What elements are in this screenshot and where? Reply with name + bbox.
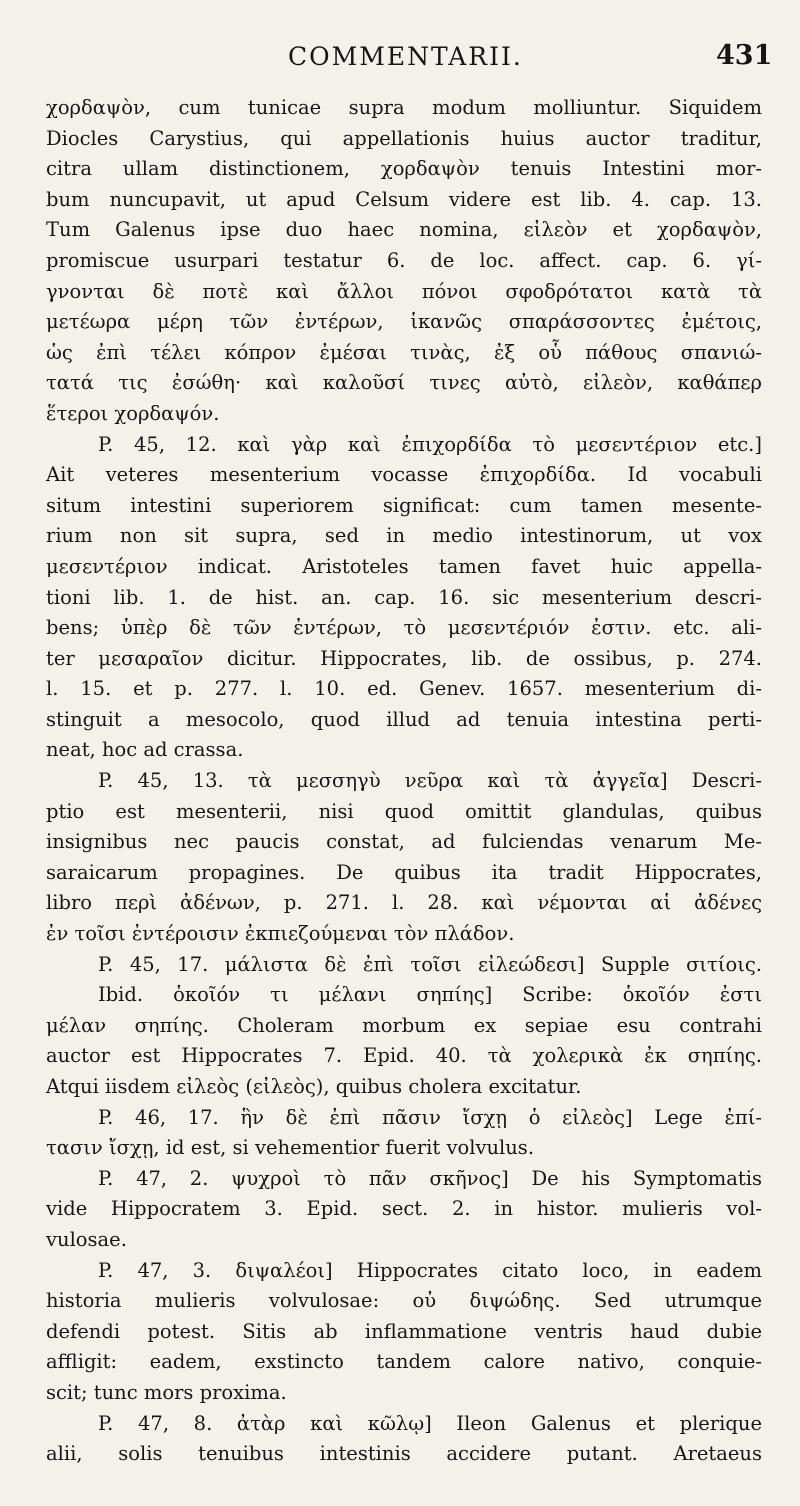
page-header <box>0 40 800 80</box>
text-line: historia mulieris volvulosae: οὐ διψώδης. Sed utrumque <box>46 1289 762 1313</box>
text-line: μεσεντέριον indicat. Aristoteles tamen favet huic appella- <box>46 554 762 578</box>
text-line: promiscue usurpari testatur 6. de loc. affect. cap. 6. γί- <box>46 248 762 272</box>
text-line: tioni lib. 1. de hist. an. cap. 16. sic mesenterium descri- <box>46 585 762 609</box>
text-line: insignibus nec paucis constat, ad fulciendas venarum Me- <box>46 830 762 854</box>
text-line: Ibid. ὁκοῖόν τι μέλανι σηπίης] Scribe: ὁκοῖόν ἐστι <box>98 983 762 1007</box>
text-line: vulosae. <box>46 1227 127 1251</box>
text-line: alii, solis tenuibus intestinis accidere putant. Aretaeus <box>46 1442 762 1466</box>
text-line: scit; tunc mors proxima. <box>46 1380 287 1404</box>
text-line: P. 45, 17. μάλιστα δὲ ἐπὶ τοῖσι εἰλεώδεσι] Supple σιτίοις. <box>98 952 762 976</box>
text-line: bum nuncupavit, ut apud Celsum videre est lib. 4. cap. 13. <box>46 187 762 211</box>
text-line: ἕτεροι χορδαψόν. <box>46 401 220 425</box>
text-line: ter μεσαραῖον dicitur. Hippocrates, lib. de ossibus, p. 274. <box>46 646 762 670</box>
text-line: P. 46, 17. ἣν δὲ ἐπὶ πᾶσιν ἴσχῃ ὁ εἰλεὸς] Lege ἐπί- <box>98 1105 762 1129</box>
text-line: P. 45, 12. καὶ γὰρ καὶ ἐπιχορδίδα τὸ μεσεντέριον etc.] <box>98 432 762 456</box>
text-line: stinguit a mesocolo, quod illud ad tenuia intestina perti- <box>46 707 762 731</box>
page-number: 431 <box>716 40 773 71</box>
text-line: auctor est Hippocrates 7. Epid. 40. τὰ χολερικὰ ἐκ σηπίης. <box>46 1044 762 1068</box>
running-title: COMMENTARII. <box>288 42 523 71</box>
text-line: ὡς ἐπὶ τέλει κόπρον ἐμέσαι τινὰς, ἐξ οὗ πάθους σπανιώ- <box>46 340 762 364</box>
text-line: citra ullam distinctionem, χορδαψὸν tenuis Intestini mor- <box>46 157 762 181</box>
text-line: μέλαν σηπίης. Choleram morbum ex sepiae esu contrahi <box>46 1013 762 1037</box>
text-line: libro περὶ ἀδένων, p. 271. l. 28. καὶ νέμονται αἱ ἀδένες <box>46 891 762 915</box>
text-line: ἐν τοῖσι ἐντέροισιν ἐκπιεζούμεναι τὸν πλάδον. <box>46 922 515 946</box>
text-line: Ait veteres mesenterium vocasse ἐπιχορδίδα. Id vocabuli <box>46 463 762 487</box>
text-line: l. 15. et p. 277. l. 10. ed. Genev. 1657. mesenterium di- <box>46 677 762 701</box>
text-line: P. 47, 8. ἀτὰρ καὶ κῶλῳ] Ileon Galenus et plerique <box>98 1411 762 1435</box>
text-line: γνονται δὲ ποτὲ καὶ ἄλλοι πόνοι σφοδρότατοι κατὰ τὰ <box>46 279 762 303</box>
text-line: neat, hoc ad crassa. <box>46 738 244 762</box>
text-line: τατά τις ἐσώθη· καὶ καλοῦσί τινες αὐτὸ, εἰλεὸν, καθάπερ <box>46 371 762 395</box>
text-line: Atqui iisdem εἰλεὸς (εἰλεὸς), quibus cholera excitatur. <box>46 1075 582 1098</box>
text-line: rium non sit supra, sed in medio intestinorum, ut vox <box>46 524 762 548</box>
text-line: vide Hippocratem 3. Epid. sect. 2. in histor. mulieris vol- <box>46 1197 762 1221</box>
text-line: τασιν ἴσχῃ, id est, si vehementior fuerit volvulus. <box>46 1136 535 1160</box>
text-line: Diocles Carystius, qui appellationis huius auctor traditur, <box>46 126 762 150</box>
text-line: situm intestini superiorem significat: cum tamen mesente- <box>46 493 762 517</box>
text-line: defendi potest. Sitis ab inflammatione ventris haud dubie <box>46 1319 762 1343</box>
text-line: bens; ὑπὲρ δὲ τῶν ἐντέρων, τὸ μεσεντέριόν ἐστιν. etc. ali- <box>46 616 762 640</box>
text-line: χορδαψὸν, cum tunicae supra modum molliuntur. Siquidem <box>46 96 762 119</box>
text-line: saraicarum propagines. De quibus ita tradit Hippocrates, <box>46 860 762 884</box>
text-line: P. 47, 3. διψαλέοι] Hippocrates citato loco, in eadem <box>98 1258 762 1282</box>
text-line: ptio est mesenterii, nisi quod omittit glandulas, quibus <box>46 799 762 823</box>
text-line: μετέωρα μέρη τῶν ἐντέρων, ἱκανῶς σπαράσσοντες ἐμέτοις, <box>46 310 762 334</box>
text-line: affligit: eadem, exstincto tandem calore nativo, conquie- <box>46 1350 762 1374</box>
text-line: Tum Galenus ipse duo haec nomina, εἰλεὸν et χορδαψὸν, <box>46 218 762 242</box>
body-text <box>46 93 762 1470</box>
text-line: P. 47, 2. ψυχροὶ τὸ πᾶν σκῆνος] De his Symptomatis <box>98 1166 762 1190</box>
text-line: P. 45, 13. τὰ μεσσηγὺ νεῦρα καὶ τὰ ἀγγεῖα] Descri- <box>98 769 762 793</box>
